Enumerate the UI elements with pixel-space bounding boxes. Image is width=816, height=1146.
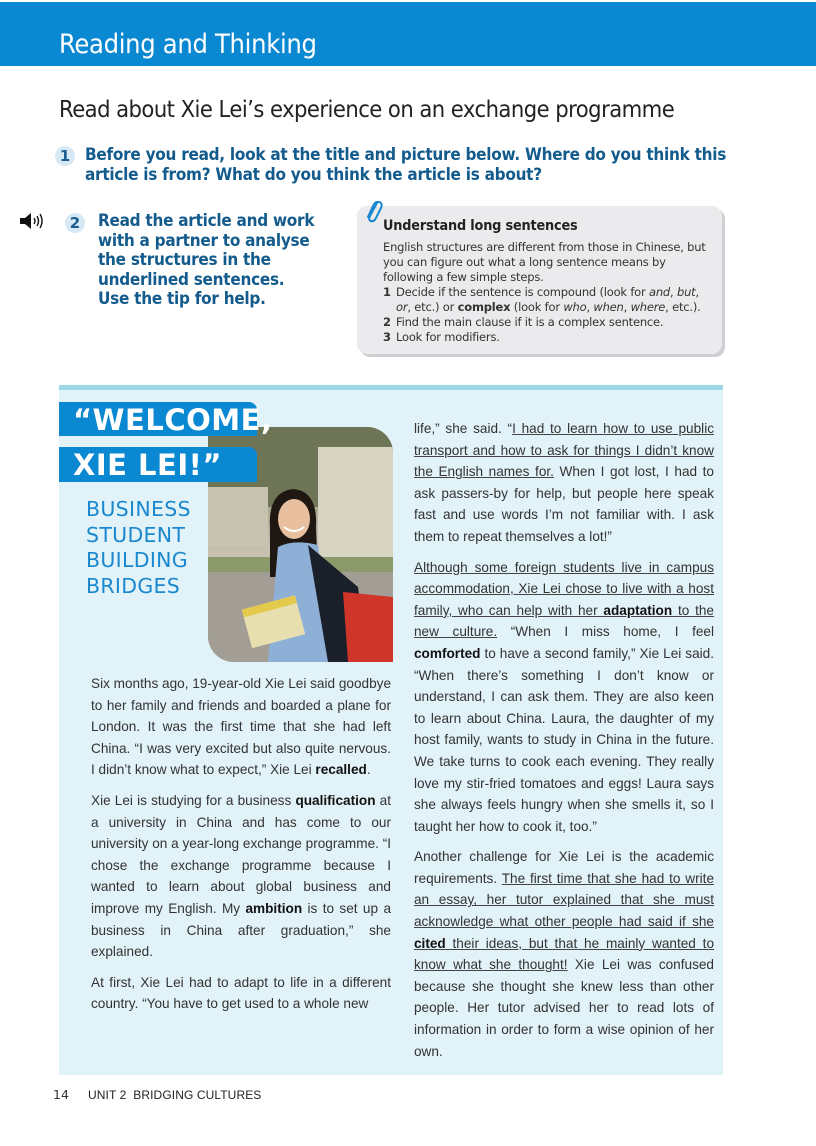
tip-step-text: , etc.) or [407,300,458,314]
tip-example-word: when [593,300,624,314]
activity-line: underlined sentences. [98,269,285,290]
subheadline [86,497,191,599]
tip-example-word: and [649,285,671,299]
headline-line-2: XIE LEI!” [59,447,257,482]
activity-line: Read the article and work [98,211,315,231]
unit-title: UNIT 2 BRIDGING CULTURES [88,1088,262,1102]
tip-example-word: where [630,300,666,314]
activity-number: 1 [55,146,75,166]
activity-line: Before you read, look at the title and picture below. Where do you think this [85,145,727,165]
paperclip-icon [364,199,384,227]
activity-number: 2 [65,213,85,233]
tip-step-number: 3 [383,330,391,344]
text-run: . [366,762,371,778]
activity-line: with a partner to analyse [98,230,310,251]
tip-step [383,330,713,345]
text-run: is to set up a business in China after graduation,” she explained. [91,900,391,960]
tip-step-number: 1 [383,285,391,299]
text-run: Another challenge for Xie Lei is the academic requirements. [414,849,714,886]
keyword: comforted [414,645,481,661]
tip-step-text: Look for modifiers. [396,330,500,344]
underlined-sentence: their ideas, but that he mainly wanted to know what she thought! [414,935,714,973]
text-run: life,” she said. “ [414,421,513,436]
underlined-sentence: Although some foreign students live in campus accommodation, Xie Lei chose to live with a host family, who can help with her [414,559,714,618]
tip-step-text: Decide if the sentence is compound (look for [396,285,649,299]
subheadline-line: BUSINESS [86,497,191,521]
article-paragraph [91,972,391,1015]
text-run: at a university in China and has come to our university on a year-long exchange programme. “I chose the exchange programme because I wanted to learn about global business and improve my English. My [91,792,391,916]
tip-sep: , [586,300,594,314]
keyword: ambition [245,900,303,916]
article-paragraph [91,790,391,963]
underlined-sentence: The first time that she had to write an essay, her tutor explained that she must acknowledge what other people had said if she [414,870,715,930]
article-paragraph [414,418,714,548]
speaker-icon[interactable] [18,212,44,230]
underlined-sentence: to the new culture. [414,602,714,640]
tip-step-text: (look for [510,300,564,314]
tip-step-text: , etc.). [665,300,701,314]
section-title: Read about Xie Lei’s experience on an exchange programme [59,97,675,123]
subheadline-line: STUDENT [86,522,186,547]
tip-example-word: but [676,285,696,299]
keyword: recalled [315,762,367,778]
text-run: to have a second family,” Xie Lei said. “When there’s something I don’t know or understand, I can ask them. They are also keen to learn about China. Laura, the daughter of my host family, wants to study in China in the future. We take turns to cook each evening. They really love my stir-fried tomatoes and eggs! Laura says she always feels hungry when she smells it, so I taught her how to cook it, too.” [414,645,714,834]
keyword: cited [414,935,446,951]
tip-example-word: who [563,300,587,314]
article-paragraph [414,846,714,1062]
tip-sep: , [670,285,677,299]
keyword: adaptation [603,602,673,618]
tip-step [383,285,713,315]
tip-title: Understand long sentences [383,218,578,234]
tip-sep: , [695,285,699,299]
text-run: “When I miss home, I feel [497,624,714,640]
subheadline-line: BUILDING [86,548,188,572]
keyword: qualification [295,792,376,808]
tip-sep: , [623,300,631,314]
page-number: 14 [53,1087,69,1102]
subheadline-line: BRIDGES [86,573,181,598]
activity-line: the structures in the [98,250,271,270]
tip-intro: English structures are different from those in Chinese, but you can figure out what a long sentence means by following a few simple steps. [383,240,706,284]
tip-step-text: Find the main clause if it is a complex sentence. [396,315,664,329]
activity-text [98,212,314,310]
activity-line: Use the tip for help. [98,289,266,309]
tip-keyword: complex [457,300,511,314]
underlined-sentence: I had to learn how to use public transport and how to ask for things I didn’t know the English names for. [414,421,715,480]
text-run: Six months ago, 19-year-old Xie Lei said goodbye to her family and friends and boarded a plane for London. It was the first time that she had left China. “I was very excited but also quite nervous. I didn’t know what to expect,” Xie Lei [91,676,391,778]
tip-step [383,315,713,330]
headline-line-1: “WELCOME, [59,402,257,436]
tip-body [383,240,713,345]
text-run: At first, Xie Lei had to adapt to life in a different country. “You have to get used to a whole new [91,974,391,1012]
tip-step-number: 2 [383,315,391,329]
article-column-right [414,418,714,1071]
header-title: Reading and Thinking [59,29,317,60]
article-paragraph [91,673,391,781]
activity-line: article is from? What do you think the article is about? [85,165,542,185]
text-run: Xie Lei was confused because she thought she knew less than other people. Her tutor advised her to read lots of information in order to form a wise opinion of her own. [414,957,714,1059]
tip-example-word: or [396,300,408,314]
activity-text [85,145,726,185]
text-run: Xie Lei is studying for a business [91,792,296,808]
article-paragraph [414,557,714,838]
text-run: When I got lost, I had to ask passers-by for help, but people here speak fast and use words I’m not familiar with. I ask them to repeat themselves a lot!” [414,464,714,544]
article-column-left [91,673,391,1024]
